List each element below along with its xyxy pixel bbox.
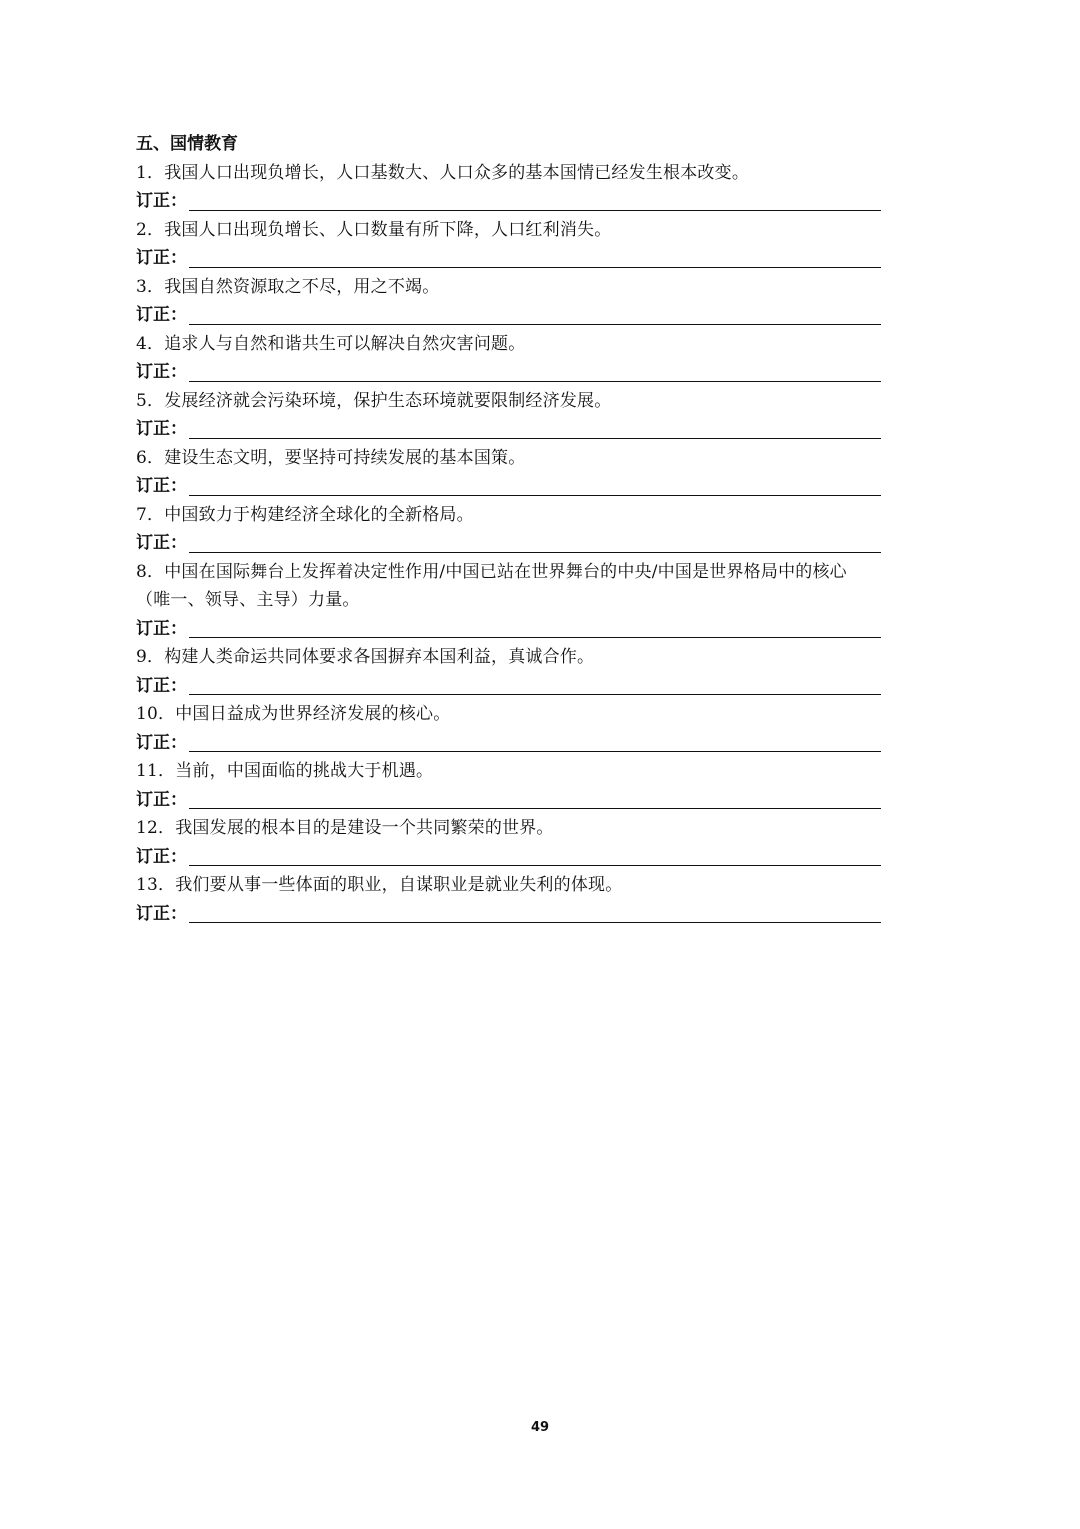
question-item <box>136 501 881 558</box>
correction-row <box>136 843 881 872</box>
question-item <box>136 387 881 444</box>
question-text <box>136 273 881 302</box>
correction-answer-line[interactable] <box>189 788 881 809</box>
question-number: 11． <box>136 761 176 781</box>
correction-answer-line[interactable] <box>189 532 881 553</box>
section-title: 五、国情教育 <box>136 134 238 154</box>
question-list <box>136 159 881 929</box>
correction-row <box>136 415 881 444</box>
question-number: 8． <box>136 561 165 582</box>
question-number: 2． <box>136 219 165 240</box>
correction-answer-line[interactable] <box>189 731 881 752</box>
question-text <box>136 444 881 473</box>
question-statement: 追求人与自然和谐共生可以解决自然灾害问题。 <box>164 333 526 354</box>
question-number: 7． <box>136 504 165 525</box>
question-statement: 当前，中国面临的挑战大于机遇。 <box>175 761 434 781</box>
correction-answer-line[interactable] <box>189 418 881 439</box>
question-item <box>136 757 881 814</box>
question-text <box>136 871 881 900</box>
correction-answer-line[interactable] <box>189 475 881 496</box>
question-number: 5． <box>136 390 165 411</box>
question-item <box>136 444 881 501</box>
question-number: 13． <box>136 875 176 895</box>
question-item <box>136 814 881 871</box>
question-number: 1． <box>136 162 165 183</box>
correction-row <box>136 244 881 273</box>
question-item <box>136 700 881 757</box>
question-statement: 中国致力于构建经济全球化的全新格局。 <box>164 504 474 525</box>
question-text <box>136 330 881 359</box>
question-number: 6． <box>136 447 165 468</box>
correction-answer-line[interactable] <box>189 361 881 382</box>
question-text <box>136 643 881 672</box>
correction-row <box>136 472 881 501</box>
question-number: 12． <box>136 818 176 838</box>
question-text <box>136 700 881 729</box>
correction-label: 订正： <box>136 846 187 867</box>
question-number: 10． <box>136 704 176 724</box>
correction-answer-line[interactable] <box>189 674 881 695</box>
question-statement: 构建人类命运共同体要求各国摒弃本国利益，真诚合作。 <box>164 647 595 667</box>
question-item <box>136 273 881 330</box>
correction-label: 订正： <box>136 732 187 753</box>
page-number: 49 <box>530 1420 550 1435</box>
correction-label: 订正： <box>136 362 187 382</box>
question-statement: 我国发展的根本目的是建设一个共同繁荣的世界。 <box>175 818 554 838</box>
correction-answer-line[interactable] <box>189 902 881 923</box>
correction-label: 订正： <box>136 903 187 924</box>
question-item <box>136 159 881 216</box>
correction-answer-line[interactable] <box>189 617 881 638</box>
correction-label: 订正： <box>136 675 187 696</box>
question-item <box>136 643 881 700</box>
question-item <box>136 330 881 387</box>
question-item <box>136 216 881 273</box>
correction-label: 订正： <box>136 533 187 553</box>
question-text <box>136 814 881 843</box>
question-number: 9． <box>136 647 165 667</box>
question-text <box>136 216 881 245</box>
correction-row <box>136 786 881 815</box>
question-statement: 我国自然资源取之不尽，用之不竭。 <box>164 276 440 297</box>
question-item <box>136 558 881 644</box>
worksheet-page <box>136 130 881 928</box>
question-number: 4． <box>136 333 165 354</box>
correction-answer-line[interactable] <box>189 190 881 211</box>
question-text <box>136 501 881 530</box>
correction-row <box>136 187 881 216</box>
question-number: 3． <box>136 276 165 297</box>
question-statement: 中国日益成为世界经济发展的核心。 <box>175 704 451 724</box>
correction-answer-line[interactable] <box>189 304 881 325</box>
correction-label: 订正： <box>136 419 187 439</box>
correction-row <box>136 358 881 387</box>
question-text <box>136 387 881 416</box>
question-statement: 我国人口出现负增长、人口数量有所下降，人口红利消失。 <box>164 219 612 240</box>
correction-row <box>136 729 881 758</box>
correction-row <box>136 301 881 330</box>
correction-label: 订正： <box>136 305 187 325</box>
question-statement: 我国人口出现负增长，人口基数大、人口众多的基本国情已经发生根本改变。 <box>164 162 750 183</box>
correction-row <box>136 615 881 644</box>
correction-label: 订正： <box>136 789 187 810</box>
correction-label: 订正： <box>136 618 187 639</box>
question-text <box>136 558 881 615</box>
question-statement: 中国在国际舞台上发挥着决定性作用/中国已站在世界舞台的中央/中国是世界格局中的核心（唯一、领导、主导）力量。 <box>136 561 847 610</box>
correction-row <box>136 900 881 929</box>
question-statement: 发展经济就会污染环境，保护生态环境就要限制经济发展。 <box>164 390 612 411</box>
question-statement: 建设生态文明，要坚持可持续发展的基本国策。 <box>164 447 526 468</box>
question-statement: 我们要从事一些体面的职业，自谋职业是就业失利的体现。 <box>175 875 623 895</box>
question-item <box>136 871 881 928</box>
correction-label: 订正： <box>136 248 187 268</box>
correction-label: 订正： <box>136 191 187 211</box>
question-text <box>136 757 881 786</box>
correction-row <box>136 672 881 701</box>
question-text <box>136 159 881 188</box>
correction-answer-line[interactable] <box>189 845 881 866</box>
correction-answer-line[interactable] <box>189 247 881 268</box>
correction-label: 订正： <box>136 476 187 496</box>
correction-row <box>136 529 881 558</box>
